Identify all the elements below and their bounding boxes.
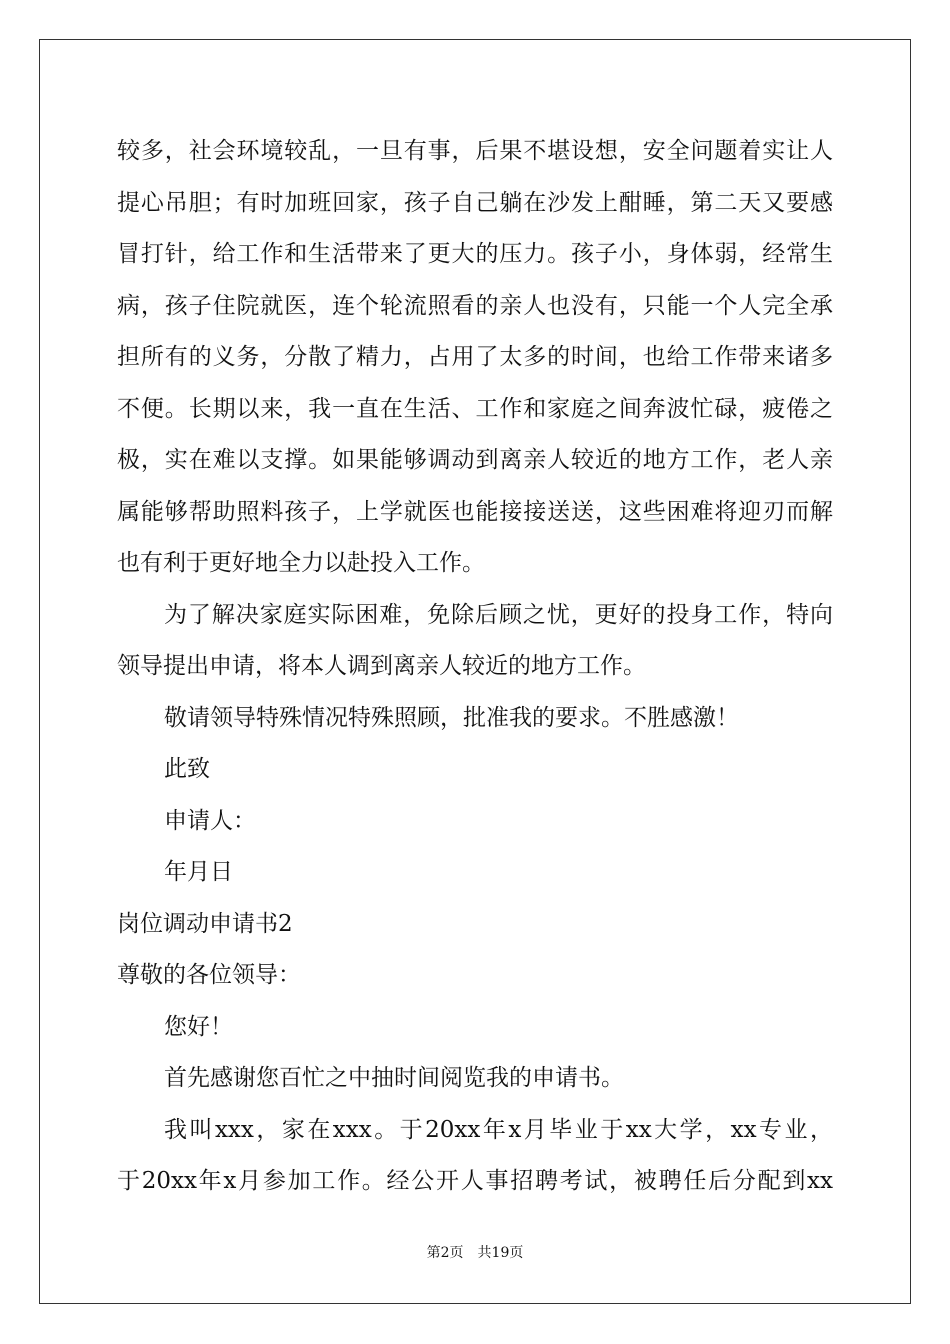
text-line: 我叫xxx，家在xxx。于20xx年x月毕业于xx大学，xx专业， (164, 1116, 833, 1143)
document-body (117, 126, 833, 1208)
page-total: 共19页 (477, 1245, 524, 1261)
text-line: 您好！ (164, 1013, 233, 1040)
text-line: 也有利于更好地全力以赴投入工作。 (117, 550, 485, 576)
date-label: 年月日 (164, 859, 233, 885)
text-line: 领导提出申请，将本人调到离亲人较近的地方工作。 (117, 653, 646, 679)
text-line: 首先感谢您百忙之中抽时间阅览我的申请书。 (164, 1065, 624, 1091)
text-line: 较多，社会环境较乱，一旦有事，后果不堪设想，安全问题着实让人 (117, 138, 833, 164)
applicant-label: 申请人： (164, 807, 256, 834)
text-line: 担所有的义务，分散了精力，占用了太多的时间，也给工作带来诸多 (117, 344, 833, 370)
text-line: 提心吊胆；有时加班回家，孩子自己躺在沙发上酣睡，第二天又要感 (117, 189, 833, 216)
page-footer (0, 1243, 950, 1263)
page-number: 第2页 (426, 1245, 464, 1261)
greeting-line: 尊敬的各位领导： (117, 962, 301, 988)
text-line: 为了解决家庭实际困难，免除后顾之忧，更好的投身工作，特向 (164, 601, 833, 628)
text-line: 不便。长期以来，我一直在生活、工作和家庭之间奔波忙碌，疲倦之 (117, 395, 833, 422)
text-line: 于20xx年x月参加工作。经公开人事招聘考试，被聘任后分配到xx (117, 1168, 833, 1194)
text-line: 冒打针，给工作和生活带来了更大的压力。孩子小，身体弱，经常生 (117, 241, 833, 267)
closing-salutation: 此致 (164, 756, 210, 782)
text-line: 敬请领导特殊情况特殊照顾，批准我的要求。不胜感激！ (164, 704, 739, 731)
text-line: 极，实在难以支撑。如果能够调动到离亲人较近的地方工作，老人亲 (117, 447, 833, 473)
section-title: 岗位调动申请书2 (117, 910, 293, 937)
text-line: 病，孩子住院就医，连个轮流照看的亲人也没有，只能一个人完全承 (117, 292, 833, 319)
text-line: 属能够帮助照料孩子，上学就医也能接接送送，这些困难将迎刃而解 (117, 498, 833, 525)
